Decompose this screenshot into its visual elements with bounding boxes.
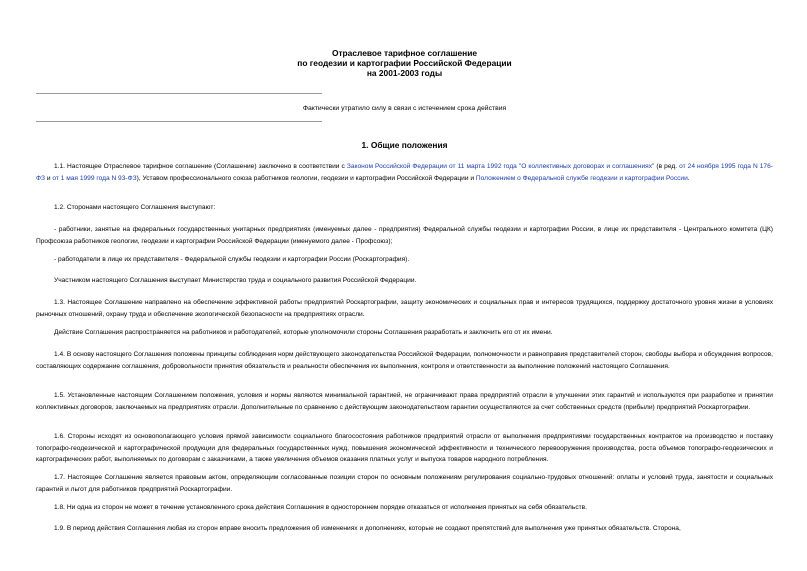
paragraph-text: (в ред. [654, 163, 680, 170]
status-note: Фактически утратило силу в связи с истечением срока действия [302, 105, 507, 112]
paragraph-1-5: 1.5. Установленные настоящим Соглашением положения, условия и нормы являются минимальной гарантией, не ограничивают права предприятий отрасли в улучшении этих гарантий и используются при разработке и принятии коллективных договоров, заключаемых на предприятиях отрасли. Дополнительные по сравнению с действующим законодательством гарантии осуществляются за счет собственных средств (прибыли) предприятий Роскартографии. [36, 392, 773, 411]
paragraph-1-6: 1.6. Стороны исходят из основополагающего условия прямой зависимости социального благосостояния работников предприятий отрасли от выполнения предприятиями государственных контрактов на производство и поставку топографо-геодезической и картографической продукции для федеральных государственных нужд, повышения экономической эффективности и технического перевооружения производства, роста объемов топографо-геодезических и картографических работ, выполняемых по договорам с заказчиками, а также увеличения объемов оказания платных услуг и выпуска товаров народного потребления. [36, 433, 773, 464]
paragraph-parties-workers: - работники, занятые на федеральных государственных унитарных предприятиях (именуемых далее - предприятия) Федеральной службы геодезии и картографии России, в лице их представителя - Центрального комитета (ЦК) Профсоюза работников геологии, геодезии и картографии Российской Федерации (именуемого далее - Профсоюз); [36, 226, 773, 245]
title-line-1: Отраслевое тарифное соглашение [331, 48, 478, 58]
paragraph-1-1 [36, 161, 773, 184]
divider-top [36, 93, 322, 94]
law-link-1992[interactable]: Законом Российской Федерации от 11 марта 1992 года "О коллективных договорах и соглашениях" [346, 163, 655, 170]
paragraph-text: . [687, 174, 690, 182]
paragraph-1-8: 1.8. Ни одна из сторон не может в течение установленного срока действия Соглашения в одностороннем порядке отказаться от исполнения принятых на себя обязательств. [54, 504, 587, 511]
paragraph-1-4: 1.4. В основу настоящего Соглашения положены принципы соблюдения норм действующего законодательства Российской Федерации, полномочности и равноправия представителей сторон, свободы выбора и обсуждения вопросов, составляющих содержание соглашения, добровольности принятия обязательств и реальности обеспечения их выполнения, контроля и ответственности за выполнение положений настоящего Соглашения. [36, 351, 773, 370]
divider-bottom [36, 121, 322, 122]
paragraph-text: и [45, 174, 53, 182]
title-line-2: по геодезии и картографии Российской Федерации [297, 58, 512, 68]
section-heading: 1. Общие положения [361, 140, 448, 150]
law-link-1995[interactable]: от 24 ноября 1995 года N 176-ФЗ [36, 163, 773, 182]
paragraph-1-3: 1.3. Настоящее Соглашение направлено на обеспечение эффективной работы предприятий Роскартографии, защиту экономических и социальных прав и интересов трудящихся, поддержку достаточного уровня жизни в условиях рыночных отношений, охрану труда и обеспечение экологической безопасности на предприятиях отрасли. [36, 299, 773, 318]
paragraph-participant: Участником настоящего Соглашения выступает Министерство труда и социального развития Российской Федерации. [54, 277, 417, 284]
title-line-3: на 2001-2003 годы [366, 68, 443, 78]
paragraph-1-7: 1.7. Настоящее Соглашение является правовым актом, определяющим согласованные позиции сторон по основным положениям регулирования социально-трудовых отношений: оплаты и условий труда, занятости и социальных гарантий и льгот для работников предприятий Роскартографии. [36, 474, 773, 493]
paragraph-text: ), Уставом профессионального союза работников геологии, геодезии и картографии Российской Федерации и [136, 174, 476, 182]
paragraph-text: 1.1. Настоящее Отраслевое тарифное соглашение (Соглашение) заключено в соответствии с [54, 163, 347, 170]
regulation-link[interactable]: Положением о Федеральной службе геодезии и картографии России [475, 174, 688, 182]
paragraph-scope: Действие Соглашения распространяется на работников и работодателей, которые уполномочили стороны Соглашения разработать и заключить его от их имени. [54, 329, 553, 336]
law-link-1999[interactable]: от 1 мая 1999 года N 93-ФЗ [52, 174, 137, 182]
paragraph-1-2: 1.2. Сторонами настоящего Соглашения выступают: [54, 204, 216, 211]
paragraph-parties-employers: - работодатели в лице их представителя - Федеральной службы геодезии и картографии России (Роскартография). [54, 256, 410, 263]
paragraph-1-9: 1.9. В период действия Соглашения любая из сторон вправе вносить предложения об изменениях и дополнениях, которые не создают препятствий для выполнения уже принятых обязательств. Сторона, [54, 525, 681, 532]
document-title [36, 48, 773, 78]
